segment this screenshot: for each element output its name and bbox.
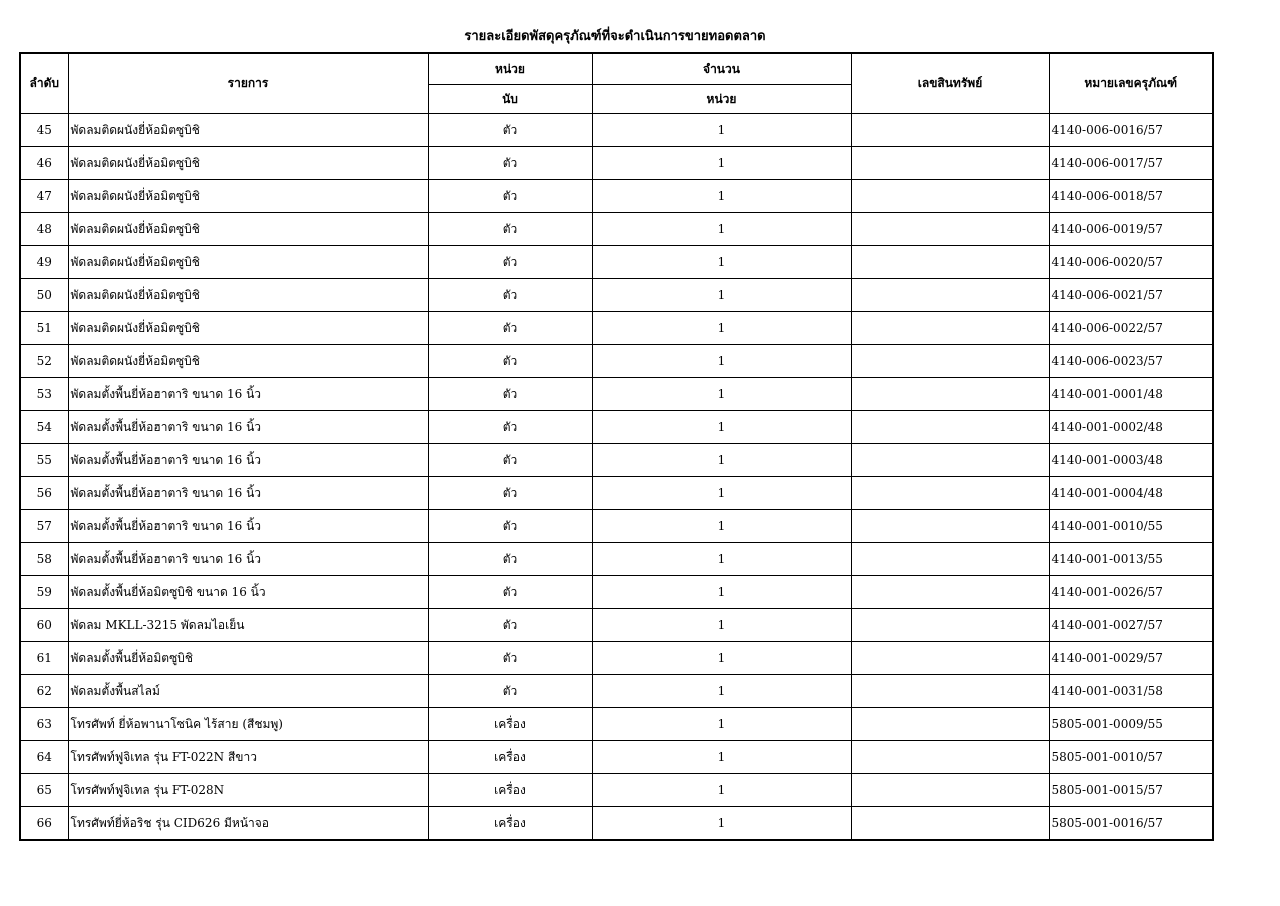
header-unit-top: หน่วย xyxy=(428,53,592,85)
quantity: 1 xyxy=(592,345,851,378)
quantity: 1 xyxy=(592,741,851,774)
count-unit: เครื่อง xyxy=(428,741,592,774)
row-number: 60 xyxy=(20,609,68,642)
quantity: 1 xyxy=(592,378,851,411)
table-row xyxy=(20,741,1213,774)
asset-number xyxy=(851,345,1049,378)
asset-number xyxy=(851,279,1049,312)
table-row xyxy=(20,510,1213,543)
table-row xyxy=(20,642,1213,675)
table-body xyxy=(20,114,1213,841)
table-row xyxy=(20,609,1213,642)
table-row xyxy=(20,708,1213,741)
asset-number xyxy=(851,543,1049,576)
table-row xyxy=(20,576,1213,609)
row-number: 59 xyxy=(20,576,68,609)
count-unit: ตัว xyxy=(428,246,592,279)
item-description: พัดลมติดผนังยี่ห้อมิตซูบิชิ xyxy=(68,279,428,312)
header-asset-no: เลขสินทรัพย์ xyxy=(851,53,1049,114)
item-description: พัดลมตั้งพื้นยี่ห้อฮาตาริ ขนาด 16 นิ้ว xyxy=(68,543,428,576)
row-number: 55 xyxy=(20,444,68,477)
row-number: 53 xyxy=(20,378,68,411)
asset-number xyxy=(851,444,1049,477)
equipment-number: 5805-001-0009/55 xyxy=(1049,708,1213,741)
equipment-number: 4140-001-0026/57 xyxy=(1049,576,1213,609)
header-qty-top: จำนวน xyxy=(592,53,851,85)
asset-number xyxy=(851,477,1049,510)
quantity: 1 xyxy=(592,807,851,841)
row-number: 63 xyxy=(20,708,68,741)
row-number: 51 xyxy=(20,312,68,345)
table-row xyxy=(20,114,1213,147)
count-unit: เครื่อง xyxy=(428,774,592,807)
row-number: 56 xyxy=(20,477,68,510)
row-number: 45 xyxy=(20,114,68,147)
table-row xyxy=(20,378,1213,411)
count-unit: ตัว xyxy=(428,147,592,180)
item-description: โทรศัพท์ฟูจิเทล รุ่น FT-028N xyxy=(68,774,428,807)
row-number: 64 xyxy=(20,741,68,774)
item-description: พัดลมตั้งพื้นยี่ห้อฮาตาริ ขนาด 16 นิ้ว xyxy=(68,477,428,510)
table-row xyxy=(20,345,1213,378)
item-description: พัดลมติดผนังยี่ห้อมิตซูบิชิ xyxy=(68,246,428,279)
row-number: 54 xyxy=(20,411,68,444)
count-unit: ตัว xyxy=(428,312,592,345)
quantity: 1 xyxy=(592,147,851,180)
row-number: 46 xyxy=(20,147,68,180)
count-unit: ตัว xyxy=(428,213,592,246)
asset-number xyxy=(851,741,1049,774)
asset-number xyxy=(851,576,1049,609)
quantity: 1 xyxy=(592,708,851,741)
table-row xyxy=(20,444,1213,477)
quantity: 1 xyxy=(592,246,851,279)
asset-number xyxy=(851,246,1049,279)
equipment-number: 4140-006-0023/57 xyxy=(1049,345,1213,378)
count-unit: ตัว xyxy=(428,576,592,609)
count-unit: เครื่อง xyxy=(428,807,592,841)
table-row xyxy=(20,246,1213,279)
asset-number xyxy=(851,708,1049,741)
equipment-number: 4140-001-0010/55 xyxy=(1049,510,1213,543)
count-unit: ตัว xyxy=(428,114,592,147)
table-row xyxy=(20,279,1213,312)
equipment-number: 4140-001-0001/48 xyxy=(1049,378,1213,411)
count-unit: ตัว xyxy=(428,378,592,411)
asset-number xyxy=(851,411,1049,444)
equipment-number: 5805-001-0015/57 xyxy=(1049,774,1213,807)
quantity: 1 xyxy=(592,675,851,708)
equipment-number: 4140-006-0017/57 xyxy=(1049,147,1213,180)
asset-number xyxy=(851,774,1049,807)
item-description: พัดลมติดผนังยี่ห้อมิตซูบิชิ xyxy=(68,345,428,378)
equipment-number: 4140-001-0002/48 xyxy=(1049,411,1213,444)
header-no: ลำดับ xyxy=(20,53,68,114)
asset-number xyxy=(851,807,1049,841)
header-item: รายการ xyxy=(68,53,428,114)
asset-number xyxy=(851,642,1049,675)
equipment-number: 4140-006-0019/57 xyxy=(1049,213,1213,246)
row-number: 57 xyxy=(20,510,68,543)
table-row xyxy=(20,543,1213,576)
table-row xyxy=(20,675,1213,708)
row-number: 47 xyxy=(20,180,68,213)
header-unit-bottom: นับ xyxy=(428,85,592,114)
count-unit: ตัว xyxy=(428,444,592,477)
quantity: 1 xyxy=(592,213,851,246)
equipment-number: 4140-001-0003/48 xyxy=(1049,444,1213,477)
asset-number xyxy=(851,378,1049,411)
equipment-number: 4140-006-0016/57 xyxy=(1049,114,1213,147)
equipment-number: 4140-001-0013/55 xyxy=(1049,543,1213,576)
count-unit: ตัว xyxy=(428,543,592,576)
asset-number xyxy=(851,180,1049,213)
equipment-number: 5805-001-0010/57 xyxy=(1049,741,1213,774)
item-description: พัดลมติดผนังยี่ห้อมิตซูบิชิ xyxy=(68,147,428,180)
item-description: พัดลมตั้งพื้นยี่ห้อฮาตาริ ขนาด 16 นิ้ว xyxy=(68,510,428,543)
quantity: 1 xyxy=(592,312,851,345)
equipment-number: 4140-001-0031/58 xyxy=(1049,675,1213,708)
row-number: 62 xyxy=(20,675,68,708)
table-row xyxy=(20,774,1213,807)
asset-number xyxy=(851,114,1049,147)
item-description: พัดลมตั้งพื้นยี่ห้อฮาตาริ ขนาด 16 นิ้ว xyxy=(68,444,428,477)
quantity: 1 xyxy=(592,774,851,807)
quantity: 1 xyxy=(592,180,851,213)
quantity: 1 xyxy=(592,642,851,675)
item-description: พัดลมตั้งพื้นยี่ห้อมิตซูบิชิ xyxy=(68,642,428,675)
count-unit: ตัว xyxy=(428,477,592,510)
count-unit: ตัว xyxy=(428,279,592,312)
count-unit: ตัว xyxy=(428,510,592,543)
equipment-number: 4140-006-0022/57 xyxy=(1049,312,1213,345)
quantity: 1 xyxy=(592,609,851,642)
item-description: พัดลมติดผนังยี่ห้อมิตซูบิชิ xyxy=(68,180,428,213)
asset-number xyxy=(851,510,1049,543)
count-unit: ตัว xyxy=(428,345,592,378)
quantity: 1 xyxy=(592,444,851,477)
quantity: 1 xyxy=(592,114,851,147)
table-row xyxy=(20,477,1213,510)
count-unit: เครื่อง xyxy=(428,708,592,741)
header-qty-bottom: หน่วย xyxy=(592,85,851,114)
item-description: พัดลมตั้งพื้นสไลม์ xyxy=(68,675,428,708)
equipment-number: 4140-001-0029/57 xyxy=(1049,642,1213,675)
equipment-number: 4140-006-0020/57 xyxy=(1049,246,1213,279)
table-row xyxy=(20,411,1213,444)
item-description: พัดลมตั้งพื้นยี่ห้อมิตซูบิชิ ขนาด 16 นิ้ว xyxy=(68,576,428,609)
equipment-number: 4140-001-0027/57 xyxy=(1049,609,1213,642)
quantity: 1 xyxy=(592,411,851,444)
row-number: 65 xyxy=(20,774,68,807)
row-number: 48 xyxy=(20,213,68,246)
row-number: 49 xyxy=(20,246,68,279)
asset-number xyxy=(851,312,1049,345)
asset-number xyxy=(851,213,1049,246)
asset-table xyxy=(19,52,1214,841)
item-description: พัดลมติดผนังยี่ห้อมิตซูบิชิ xyxy=(68,213,428,246)
quantity: 1 xyxy=(592,543,851,576)
quantity: 1 xyxy=(592,477,851,510)
count-unit: ตัว xyxy=(428,180,592,213)
item-description: โทรศัพท์ยี่ห้อริช รุ่น CID626 มีหน้าจอ xyxy=(68,807,428,841)
quantity: 1 xyxy=(592,576,851,609)
row-number: 66 xyxy=(20,807,68,841)
item-description: พัดลมติดผนังยี่ห้อมิตซูบิชิ xyxy=(68,312,428,345)
table-row xyxy=(20,213,1213,246)
header-equipment-no: หมายเลขครุภัณฑ์ xyxy=(1049,53,1213,114)
row-number: 50 xyxy=(20,279,68,312)
row-number: 58 xyxy=(20,543,68,576)
item-description: พัดลม MKLL-3215 พัดลมไอเย็น xyxy=(68,609,428,642)
row-number: 52 xyxy=(20,345,68,378)
equipment-number: 4140-001-0004/48 xyxy=(1049,477,1213,510)
count-unit: ตัว xyxy=(428,642,592,675)
asset-number xyxy=(851,147,1049,180)
count-unit: ตัว xyxy=(428,411,592,444)
equipment-number: 4140-006-0021/57 xyxy=(1049,279,1213,312)
asset-number xyxy=(851,609,1049,642)
quantity: 1 xyxy=(592,510,851,543)
item-description: พัดลมตั้งพื้นยี่ห้อฮาตาริ ขนาด 16 นิ้ว xyxy=(68,378,428,411)
table-row xyxy=(20,147,1213,180)
item-description: โทรศัพท์ ยี่ห้อพานาโซนิค ไร้สาย (สีชมพู) xyxy=(68,708,428,741)
table-row xyxy=(20,180,1213,213)
row-number: 61 xyxy=(20,642,68,675)
document-title: รายละเอียดพัสดุครุภัณฑ์ที่จะดำเนินการขายทอดตลาด xyxy=(464,29,766,44)
item-description: พัดลมตั้งพื้นยี่ห้อฮาตาริ ขนาด 16 นิ้ว xyxy=(68,411,428,444)
item-description: โทรศัพท์ฟูจิเทล รุ่น FT-022N สีขาว xyxy=(68,741,428,774)
count-unit: ตัว xyxy=(428,675,592,708)
equipment-number: 5805-001-0016/57 xyxy=(1049,807,1213,841)
equipment-number: 4140-006-0018/57 xyxy=(1049,180,1213,213)
item-description: พัดลมติดผนังยี่ห้อมิตซูบิชิ xyxy=(68,114,428,147)
quantity: 1 xyxy=(592,279,851,312)
asset-number xyxy=(851,675,1049,708)
table-row xyxy=(20,312,1213,345)
count-unit: ตัว xyxy=(428,609,592,642)
table-row xyxy=(20,807,1213,841)
